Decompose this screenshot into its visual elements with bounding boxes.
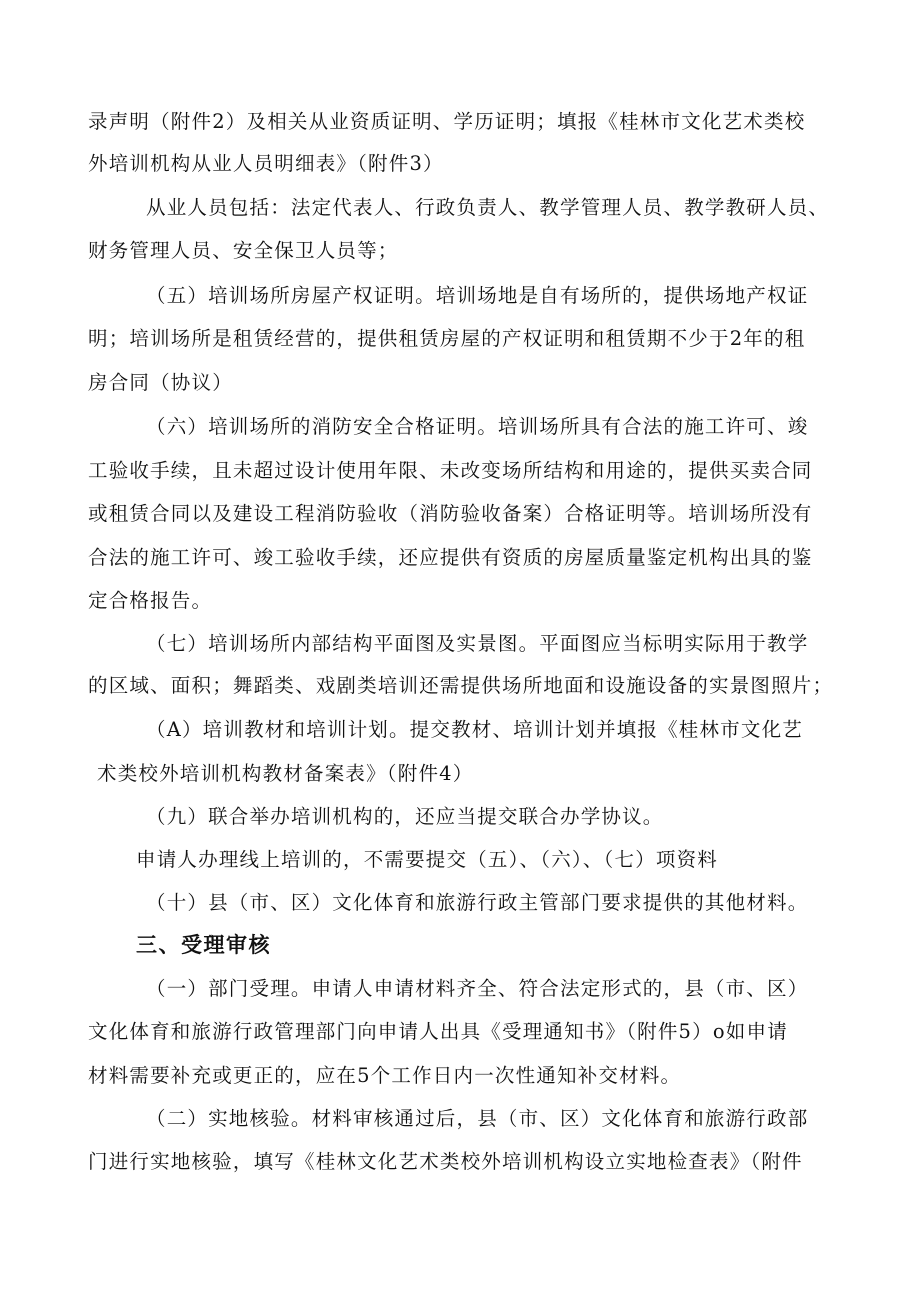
- text-line: 定合格报告。: [88, 589, 213, 612]
- text-line: 房合同（协议）: [88, 371, 233, 394]
- text-line: （二）实地核验。材料审核通过后，县（市、区）文化体育和旅游行政部: [146, 1107, 809, 1130]
- text-line: 或租赁合同以及建设工程消防验收（消防验收备案）合格证明等。培训场所没有: [88, 502, 813, 525]
- text-line: 申请人办理线上培训的，不需要提交（五）、（六）、（七）项资料: [136, 848, 719, 871]
- text-line: 的区域、面积；舞蹈类、戏剧类培训还需提供场所地面和设施设备的实景图照片；: [88, 674, 834, 697]
- text-line: 明；培训场所是租赁经营的，提供租赁房屋的产权证明和租赁期不少于2年的租: [88, 327, 806, 350]
- section-heading: 三、受理审核: [136, 933, 271, 957]
- text-line: （七）培训场所内部结构平面图及实景图。平面图应当标明实际用于教学: [146, 632, 809, 655]
- text-line: （A）培训教材和培训计划。提交教材、培训计划并填报《桂林市文化艺: [146, 718, 803, 741]
- text-line: （六）培训场所的消防安全合格证明。培训场所具有合法的施工许可、竣: [146, 415, 809, 438]
- text-line: 外培训机构从业人员明细表》（附件3）: [88, 152, 444, 175]
- text-line: 从业人员包括：法定代表人、行政负责人、教学管理人员、教学教研人员、: [146, 196, 830, 219]
- text-line: （一）部门受理。申请人申请材料齐全、符合法定形式的，县（市、区）: [146, 977, 809, 1000]
- text-line: 财务管理人员、安全保卫人员等；: [88, 239, 399, 262]
- text-line: 门进行实地核验，填写《桂林文化艺术类校外培训机构设立实地检查表》（附件: [88, 1150, 803, 1173]
- text-line: （九）联合举办培训机构的，还应当提交联合办学协议。: [146, 805, 664, 828]
- text-line: 合法的施工许可、竣工验收手续，还应提供有资质的房屋质量鉴定机构出具的鉴: [88, 546, 813, 569]
- text-line: 文化体育和旅游行政管理部门向申请人出具《受理通知书》（附件5）o如申请: [88, 1020, 788, 1043]
- text-line: （五）培训场所房屋产权证明。培训场地是自有场所的，提供场地产权证: [146, 284, 809, 307]
- text-line: 材料需要补充或更正的，应在5个工作日内一次性通知补交材料。: [88, 1064, 682, 1087]
- text-line: （十）县（市、区）文化体育和旅游行政主管部门要求提供的其他材料。: [146, 891, 809, 914]
- text-line: 术类校外培训机构教材备案表》（附件4）: [97, 762, 474, 785]
- text-line: 工验收手续，且未超过设计使用年限、未改变场所结构和用途的，提供买卖合同: [88, 459, 813, 482]
- text-line: 录声明（附件2）及相关从业资质证明、学历证明；填报《桂林市文化艺术类校: [88, 110, 806, 133]
